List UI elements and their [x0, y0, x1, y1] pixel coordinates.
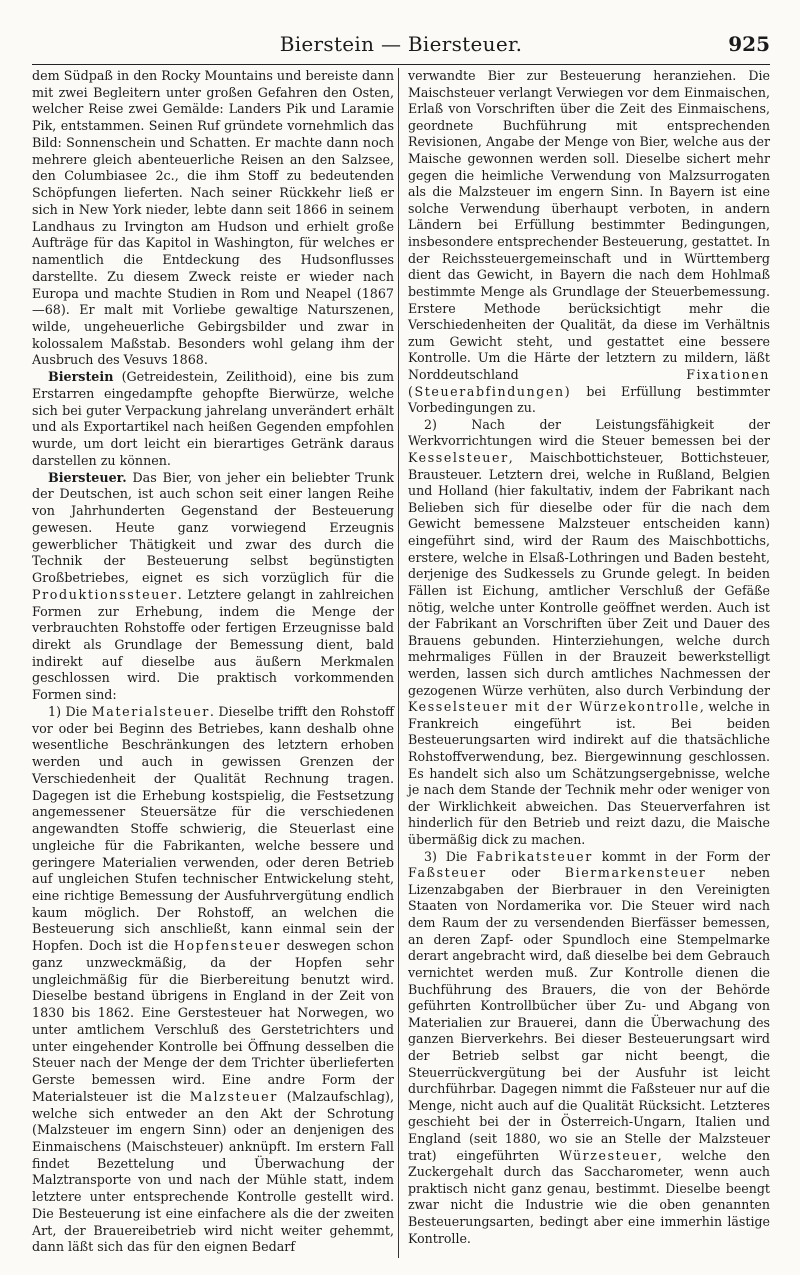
- text-run: , welche in Frankreich eingeführt ist. Bei beiden Besteuerungsarten wird indirekt auf die thatsächliche Rohstoffverwendung, bez. Biergewinnung geschlossen. Es handelt sich also um Schätzungsergebnisse, welche je nach dem Stande der Technik mehr oder weniger von der Wirklichkeit abweichen. Das Steuerverfahren ist hinderlich für den Betrieb und reizt dazu, die Maische übermäßig dick zu machen.: [408, 699, 771, 848]
- text-run: (Malzaufschlag), welche sich entweder an den Akt der Schrotung (Malzsteuer im engern Sinn) oder an denjenigen des Einmaischens (Maischsteuer) anknüpft. Im erstern Fall findet Bezettelung und Überwachung der Malztransporte von und nach der Mühle statt, indem letztere unter entsprechende Kontrolle gestellt wird. Die Besteuerung ist eine einfachere als die der zweiten Art, der Brauereibetrieb wird nicht weiter gehemmt, dann läßt sich das für den eignen Bedarf: [32, 1088, 394, 1255]
- text-run: neben Lizenzabgaben der Bierbrauer in den Vereinigten Staaten von Nordamerika vor. Die Steuer wird nach dem Raum der zu versendenden Bierfässer bemessen, an deren Zapf- oder Spundloch eine Stempelmarke derart angebracht wird, daß dieselbe bei dem Gebrauch vernichtet werden muß. Zur Kontrolle dienen die Buchführung des Brauers, die von der Behörde geführten Kontrollbücher über Zu- und Abgang von Materialien zur Brauerei, dann die Überwachung des ganzen Bierverkehrs. Bei dieser Besteuerungsart wird der Betrieb selbst gar nicht beengt, die Steuerrückvergütung bei der Ausfuhr ist leicht durchführbar. Dagegen nimmt die Faßsteuer nur auf die Menge, nicht auch auf die Qualität Rücksicht. Letzteres geschieht bei der in Österreich-Ungarn, Italien und England (seit 1880, wo sie an Stelle der Malzsteuer trat) eingeführten: [408, 865, 770, 1163]
- right-column: [408, 68, 770, 1247]
- text-run: , welche den Zuckergehalt durch das Saccharometer, wenn auch praktisch nicht ganz genau, bestimmt. Dieselbe beengt zwar nicht die Industrie wie die oben genannten Besteuerungsarten, bedingt aber eine immerhin lästige Kontrolle.: [408, 1147, 770, 1246]
- spaced-term: Würzesteuer: [558, 1147, 658, 1163]
- text-run: bei Erfüllung bestimmter Vorbedingungen zu.: [408, 383, 770, 416]
- running-title: Bierstein — Biersteuer.: [279, 32, 523, 56]
- entry-body-b: . Letztere gelangt in zahlreichen Formen zur Erhebung, indem die Menge der verbrauchten Rohstoffe oder fertigen Erzeugnisse bald direkt als Grundlage der Bemessung dient, bald indirekt auf dieselbe aus äußern Merkmalen geschlossen wird. Die praktisch vorkommenden Formen sind:: [32, 586, 394, 703]
- text-run: deswegen schon ganz unzweckmäßig, da der Hopfen sehr ungleichmäßig für die Bierbereitung benutzt wird. Dieselbe bestand übrigens in England in der Zeit von 1830 bis 1862. Eine Gerstesteuer hat Norwegen, wo unter amtlichem Verschluß des Gerstetrichters und unter eingehender Kontrolle bei Öffnung desselben die Steuer nach der Menge der dem Trichter überlieferten Gerste bemessen wird. Eine andre Form der Materialsteuer ist die: [32, 938, 395, 1104]
- entry-heading-biersteuer: Biersteuer.: [48, 469, 127, 485]
- spaced-term: Produktionssteuer: [32, 586, 178, 602]
- text-run: verwandte Bier zur Besteuerung heranziehen. Die Maischsteuer verlangt Verwiegen vor dem Einmaischen, Erlaß von Vorschriften über die Zeit des Einmaischens, geordnete Buchführung mit entsprechenden Revisionen, Angabe der Menge von Bier, welche aus der Maische gewonnen werden soll. Dieselbe sichert mehr gegen die heimliche Verwendung von Malzsurrogaten als die Malzsteuer im engern Sinn. In Bayern ist eine solche Verwendung überhaupt verboten, in andern Ländern bei Erfüllung bestimmter Bedingungen, insbesondere entsprechender Besteuerung, gestattet. In der Reichssteuergemeinschaft und in Württemberg dient das Gewicht, in Bayern die nach dem Hohlmaß bestimmte Menge als Grundlage der Steuerbemessung. Erstere Methode berücksichtigt mehr die Verschiedenheiten der Qualität, da diese im Verhältnis zum Gewicht steht, und gestattet eine bessere Kontrolle. Um die Härte der letztern zu mildern, läßt Norddeutschland: [408, 68, 770, 382]
- spaced-term: Kesselsteuer: [408, 450, 509, 466]
- text-run: 2) Nach der Leistungsfähigkeit der Werkvorrichtungen wird die Steuer bemessen bei der: [408, 416, 770, 449]
- paragraph-fabrikatsteuer: [408, 849, 770, 1248]
- text-run: oder: [486, 865, 565, 881]
- paragraph-kesselsteuer: [408, 417, 770, 849]
- text-run: kommt in der Form der: [592, 848, 770, 864]
- entry-bierstein: [32, 369, 394, 469]
- entry-heading-bierstein: Bierstein: [48, 369, 114, 385]
- left-column: [32, 68, 394, 1256]
- column-divider: [398, 68, 399, 1258]
- spaced-term: Fabrikatsteuer: [476, 848, 593, 864]
- spaced-term: Materialsteuer: [91, 703, 210, 719]
- entry-biersteuer: [32, 470, 394, 704]
- entry-body-bierstein: (Getreidestein, Zeilithoid), eine bis zum Erstarren eingedampfte gehopfte Bierwürze, welche sich bei guter Verpackung jahrelang unverändert erhält und als Exportartikel nach heißen Gegenden empfohlen wurde, um dort leicht ein bierartiges Getränk daraus darstellen zu können.: [32, 369, 394, 468]
- spaced-term: Kesselsteuer mit der Würzekontrolle: [408, 699, 700, 715]
- page-header: [32, 30, 770, 64]
- spaced-term: Malzsteuer: [189, 1088, 278, 1104]
- paragraph-materialsteuer: [32, 704, 394, 1256]
- spaced-term: Faßsteuer: [408, 865, 487, 881]
- header-rule: [32, 64, 770, 65]
- entry-body-a: Das Bier, von jeher ein beliebter Trunk der Deutschen, ist auch schon seit einer langen Reihe von Jahrhunderten Gegenstand der Besteuerung gewesen. Heute ganz vorwiegend Erzeugnis gewerblicher Thätigkeit und zwar des durch die Technik der Besteuerung selbst begünstigten Großbetriebes, eignet es sich vorzüglich für die: [32, 469, 394, 586]
- text-run: 1) Die: [48, 703, 92, 719]
- spaced-term: Biermarkensteuer: [564, 865, 707, 881]
- spaced-term: Fixationen (Steuerabfindungen): [408, 366, 770, 399]
- paragraph-maischsteuer: [408, 68, 770, 417]
- paragraph-bierstadt-continued: dem Südpaß in den Rocky Mountains und bereiste dann mit zwei Begleitern unter großen Gefahren den Osten, welcher Reise zwei Gemälde: Landers Pik und Laramie Pik, entstammen. Seinen Ruf gründete vornehmlich das Bild: Sonnenschein und Schatten. Er machte dann noch mehrere gleich abenteuerliche Reisen an den Salzsee, den Columbiasee 2c., die ihm Stoff zu bedeutenden Schöpfungen lieferten. Nach seiner Rückkehr ließ er sich in New York nieder, lebte dann seit 1866 in seinem Landhaus zu Irvington am Hudson und erhielt große Aufträge für das Kapitol in Washington, für welches er namentlich die Entdeckung des Hudsonflusses darstellte. Zu diesem Zweck reiste er wieder nach Europa und machte Studien in Rom und Neapel (1867—68). Er malt mit Vorliebe gewaltige Naturszenen, wilde, ungeheuerliche Gebirgsbilder und zwar in kolossalem Maßstab. Besonders wohl gelang ihm der Ausbruch des Vesuvs 1868.: [32, 68, 394, 368]
- text-run: , Maischbottichsteuer, Bottichsteuer, Brausteuer. Letztern drei, welche in Rußland, Belgien und Holland (hier fakultativ, indem der Fabrikant nach Belieben sich für dieselbe oder für die nach dem Gewicht bemessene Malzsteuer entscheiden kann) eingeführt sind, wird der Raum des Maischbottichs, erstere, welche in Elsaß-Lothringen und Baden besteht, derjenige des Sudkessels zu Grunde gelegt. In beiden Fällen ist Eichung, amtlicher Verschluß der Gefäße nötig, welche unter Kontrolle geöffnet werden. Auch ist der Fabrikant an Vorschriften über Zeit und Dauer des Brauens gebunden. Hinterziehungen, welche durch mehrmaliges Füllen in der Brauzeit bewerkstelligt werden, lassen sich durch amtliches Nachmessen der gezogenen Würze verhüten, also durch Verbindung der: [408, 450, 770, 698]
- text-run: 3) Die: [424, 848, 477, 864]
- page-number: 925: [728, 32, 770, 56]
- spaced-term: Hopfensteuer: [173, 938, 282, 954]
- text-run: . Dieselbe trifft den Rohstoff vor oder bei Beginn des Betriebes, kann deshalb ohne wesentliche Beschränkungen des letztern erhoben werden und auch in gewissen Grenzen der Verschiedenheit der Qualität Rechnung tragen. Dagegen ist die Erhebung kostspielig, die Festsetzung angemessener Steuersätze für die verschiedenen angewandten Stoffe schwierig, die Steuerlast eine ungleiche für die Fabrikanten, welche bessere und geringere Materialien verwenden, oder deren Betrieb auf ungleichen Stufen technischer Entwickelung steht, eine richtige Bemessung der Ausfuhrvergütung endlich kaum möglich. Der Rohstoff, an welchen die Besteuerung sich anschließt, kann einmal sein der Hopfen. Doch ist die: [32, 703, 394, 954]
